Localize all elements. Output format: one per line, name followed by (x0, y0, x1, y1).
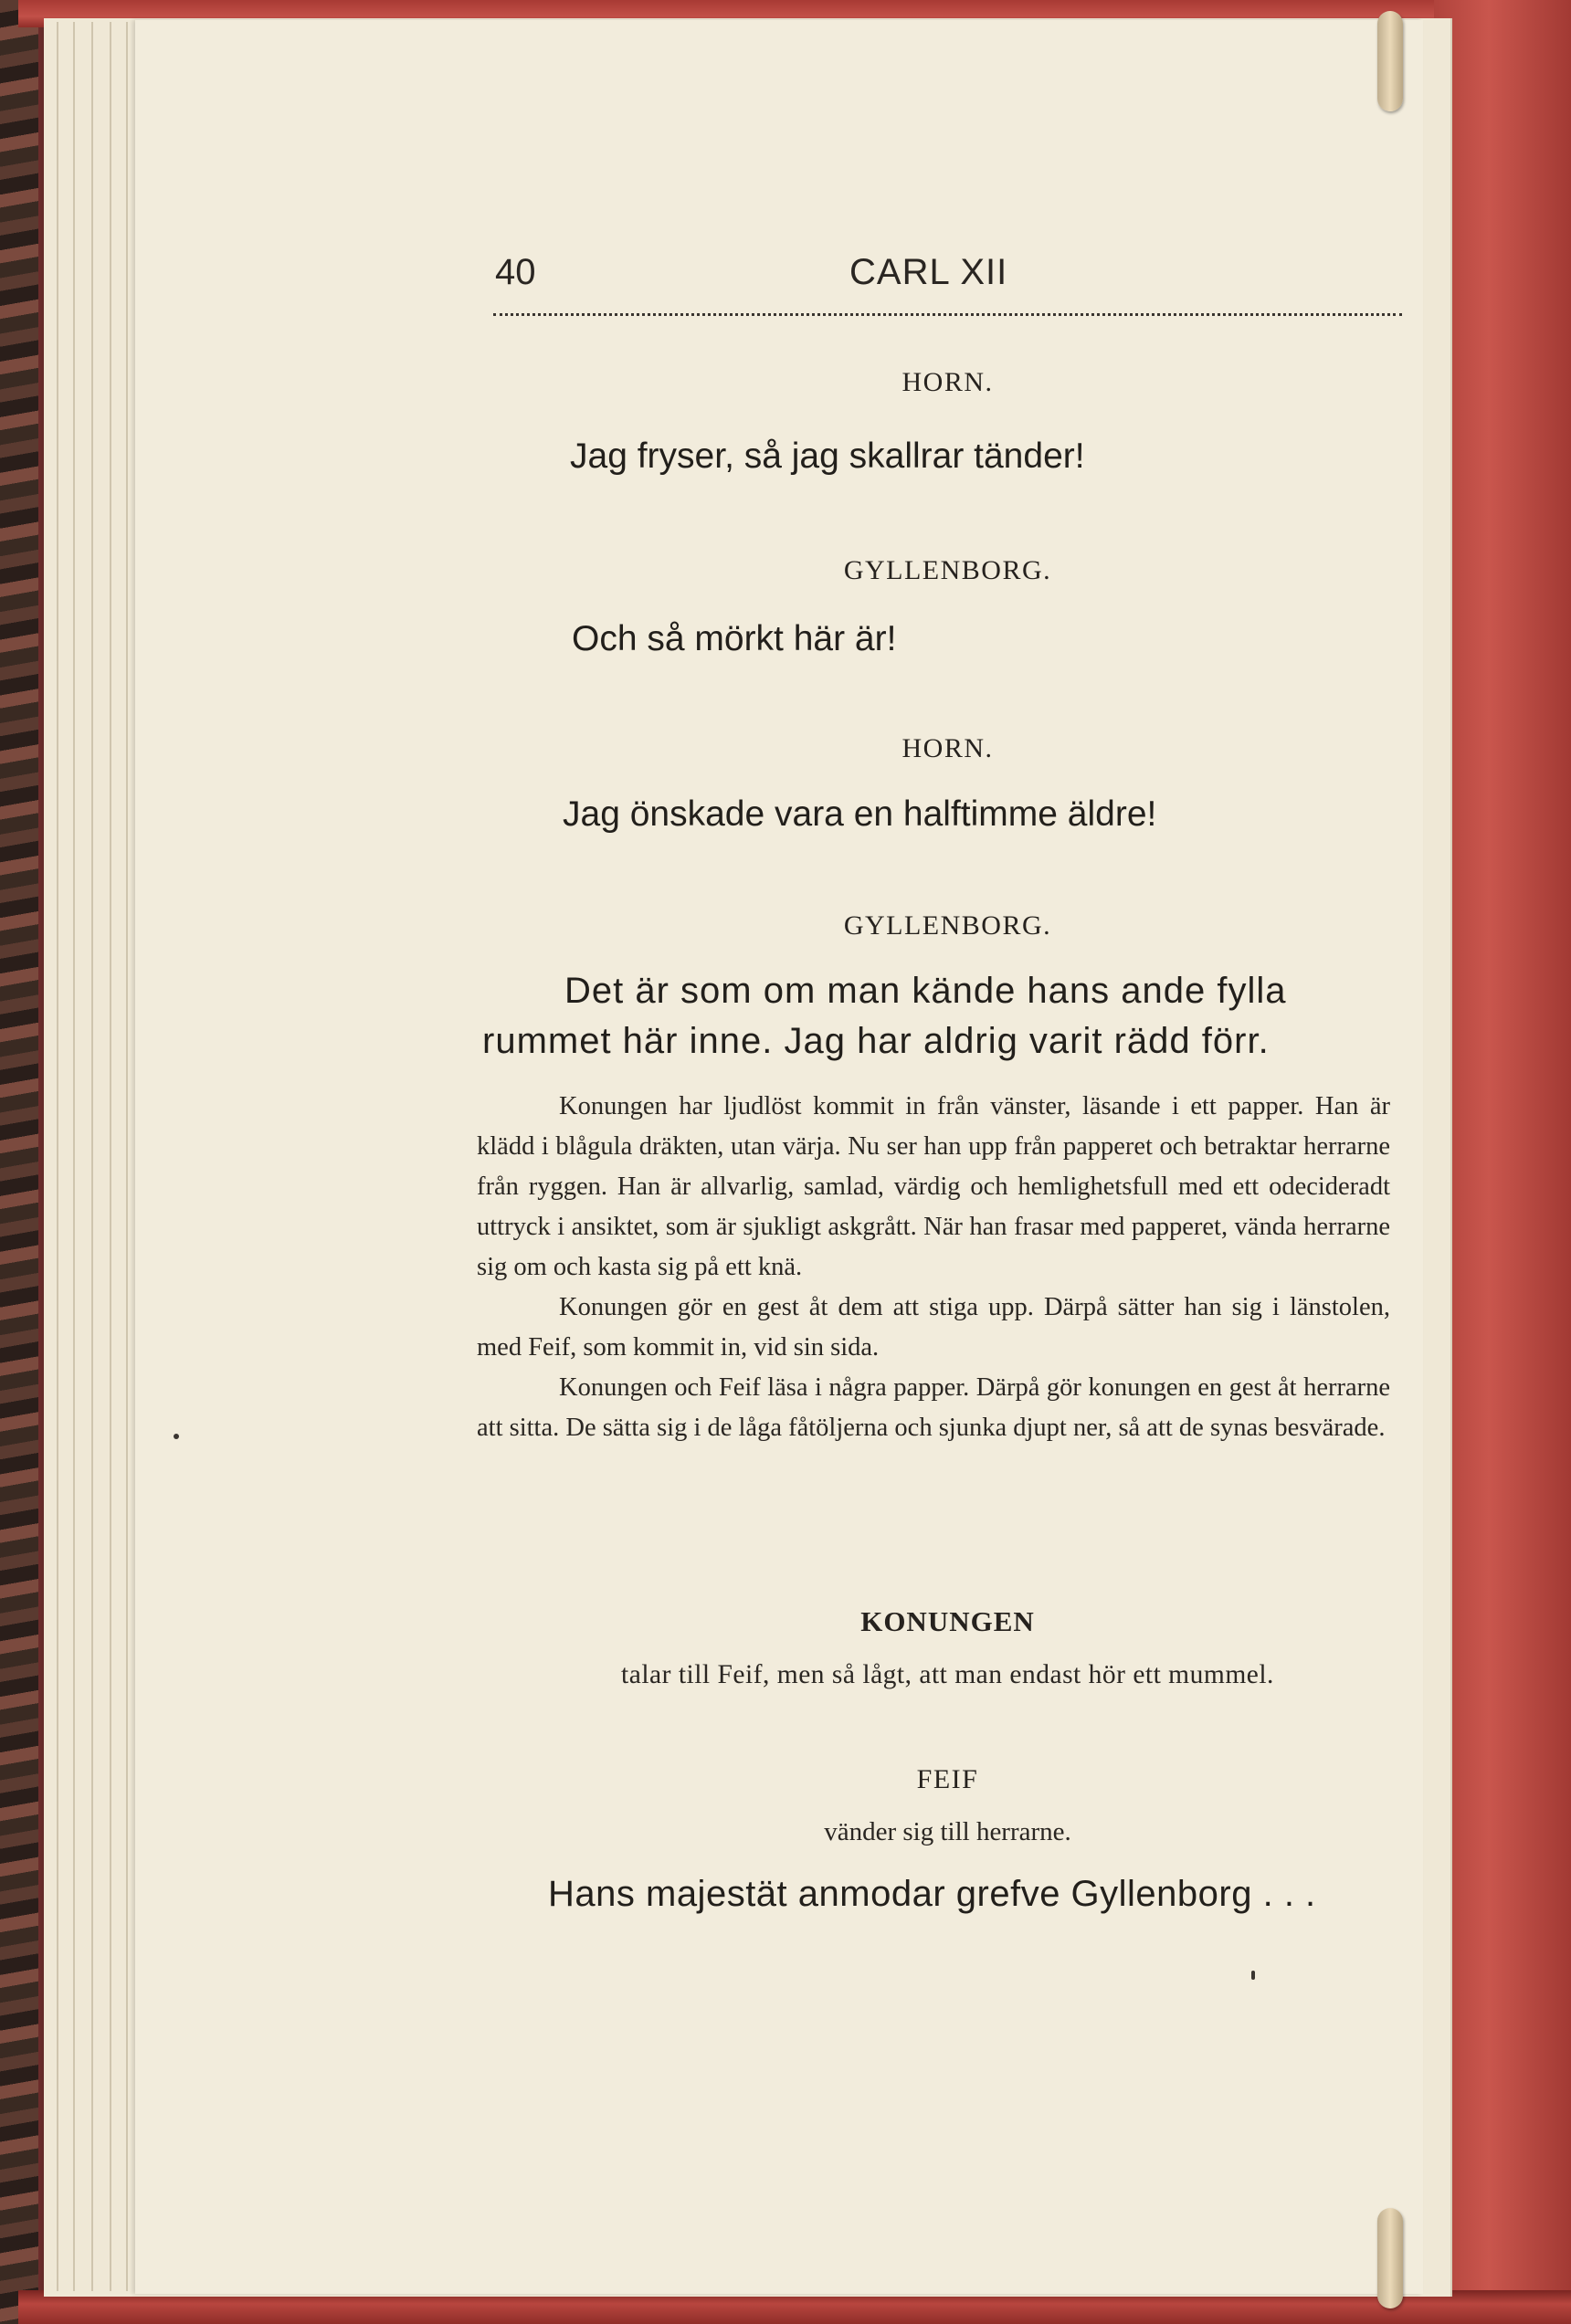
dialogue-line: Jag önskade vara en halftimme äldre! (563, 794, 1157, 834)
running-title: CARL XII (849, 252, 1008, 292)
ink-speck (1251, 1971, 1255, 1980)
dialogue-line: Och så mörkt här är! (572, 619, 897, 658)
ink-speck (174, 1434, 179, 1439)
stage-direction: Konungen har ljudlöst kommit in från vänster, läsande i ett papper. Han är klädd i blågula dräkten, utan värja. Nu ser han upp från papperet och betraktar herrarne från ryggen. Han är allvarlig, samlad, värdig och hemlighetsfull med ett odecideradt uttryck i ansiktet, som är sjukligt askgrått. När han frasar med papperet, vända herrarne sig om och kasta sig på ett knä. (477, 1092, 1390, 1281)
header-rule (493, 313, 1402, 316)
speaker-name: HORN. (901, 367, 994, 397)
speaker-name: FEIF (916, 1764, 979, 1794)
dialogue-line: Jag fryser, så jag skallrar tänder! (570, 436, 1085, 476)
dialogue-line: rummet här inne. Jag har aldrig varit rädd förr. (482, 1021, 1270, 1061)
stage-directions (477, 1087, 1390, 1448)
dialogue-line: Hans majestät anmodar grefve Gyllenborg . . . (548, 1874, 1316, 1914)
stage-direction: Konungen och Feif läsa i några papper. Därpå gör konungen en gest åt herrarne att sitta. De sätta sig i de låga fåtöljerna och sjunka djupt ner, så att de synas besvärade. (477, 1373, 1390, 1442)
speaker-name: HORN. (901, 733, 994, 763)
speaker-name: GYLLENBORG. (843, 555, 1052, 585)
speaker-name: GYLLENBORG. (843, 910, 1052, 941)
speaker-name: KONUNGEN (860, 1605, 1035, 1637)
dialogue-line: Det är som om man kände hans ande fylla (564, 971, 1287, 1011)
stage-direction: talar till Feif, men så lågt, att man endast hör ett mummel. (621, 1660, 1274, 1689)
stage-direction: vänder sig till herrarne. (824, 1817, 1071, 1846)
stage-direction: Konungen gör en gest åt dem att stiga upp. Därpå sätter han sig i länstolen, med Feif, som kommit in, vid sin sida. (477, 1293, 1390, 1362)
page-number: 40 (495, 252, 536, 292)
page-header (493, 248, 1402, 303)
